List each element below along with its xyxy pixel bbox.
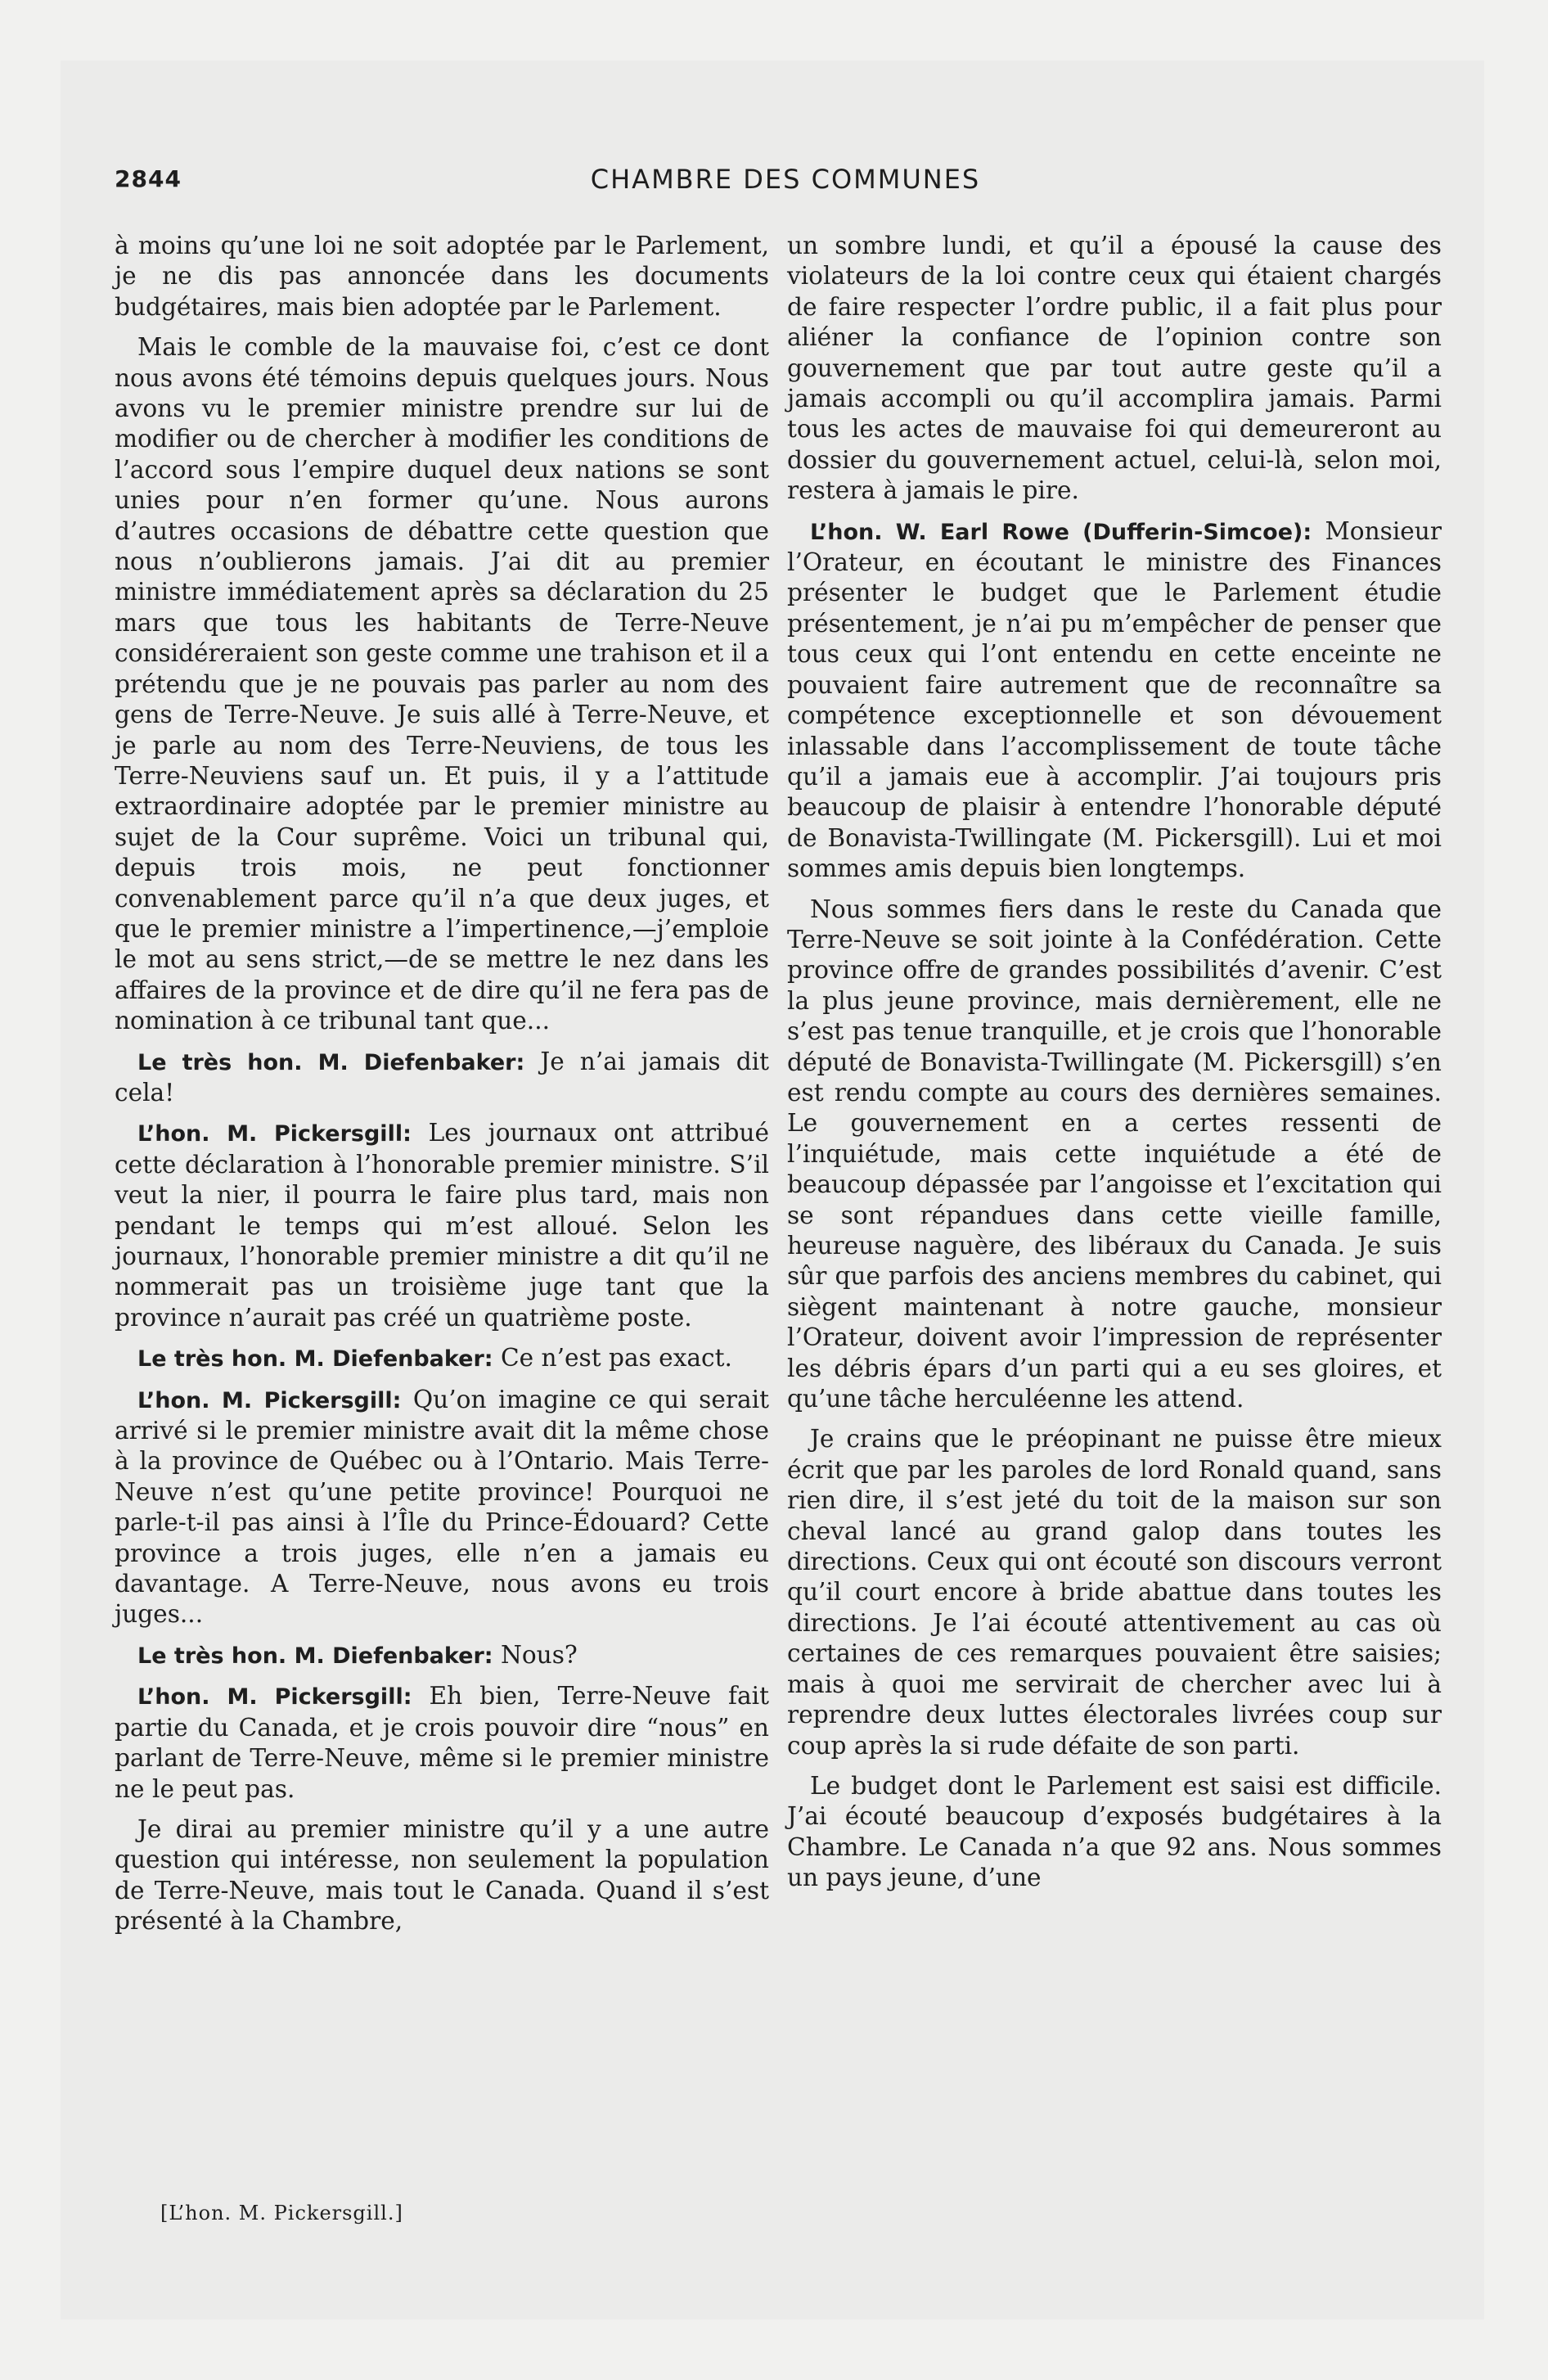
paragraph: Mais le comble de la mauvaise foi, c’est ce dont nous avons été témoins depuis quelques jours. Nous avons vu le premier ministre prendre sur lui de modifier ou de chercher à modifier les conditions de l’accord sous l’empire duquel deux nations se sont unies pour n’en former qu’une. Nous aurons d’autres occasions de débattre cette question que nous n’oublierons jamais. J’ai dit au premier ministre immédiatement après sa déclaration du 25 mars que tous les habitants de Terre-Neuve considéreraient son geste comme une trahison et il a prétendu que je ne pouvais pas parler au nom des gens de Terre-Neuve. Je suis allé à Terre-Neuve, et je parle au nom des Terre-Neuviens, de tous les Terre-Neuviens sauf un. Et puis, il y a l’attitude extraordinaire adoptée par le premier ministre au sujet de la Cour suprême. Voici un tribunal qui, depuis trois mois, ne peut fonctionner convenablement parce qu’il n’a que deux juges, et que le premier ministre a l’impertinence,—j’emploie le mot au sens strict,—de se mettre le nez dans les affaires de la province et de dire qu’il ne fera pas de nomination à ce tribunal tant que... xyxy=(115,333,769,1035)
running-title: CHAMBRE DES COMMUNES xyxy=(590,164,981,195)
speech-text: Ce n’est pas exact. xyxy=(493,1344,732,1373)
speech xyxy=(115,1118,769,1333)
speaker-name: L’hon. M. Pickersgill: xyxy=(137,1387,402,1413)
speaker-name: Le très hon. M. Diefenbaker: xyxy=(137,1346,493,1373)
speech-text: Qu’on imagine ce qui serait arrivé si le premier ministre avait dit la même chose à la province de Québec ou à l’Ontario. Mais Terre-Neuve n’est qu’une petite province! Pourquoi ne parle-t-il pas ainsi à l’Île du Prince-Édouard? Cette province a trois juges, elle n’en a jamais eu davantage. A Terre-Neuve, nous avons eu trois juges... xyxy=(115,1385,769,1629)
paragraph: Le budget dont le Parlement est saisi est difficile. J’ai écouté beaucoup d’exposés budgétaires à la Chambre. Le Canada n’a que 92 ans. Nous sommes un pays jeune, d’une xyxy=(787,1771,1442,1892)
paragraph: un sombre lundi, et qu’il a épousé la cause des violateurs de la loi contre ceux qui étaient chargés de faire respecter l’ordre public, il a fait plus pour aliéner la confiance de l’opinion contre son gouvernement que par tout autre geste qu’il a jamais accompli ou qu’il accomplira jamais. Parmi tous les actes de mauvaise foi qui demeureront au dossier du gouvernement actuel, celui-là, selon moi, restera à jamais le pire. xyxy=(787,232,1442,505)
speech xyxy=(115,1047,769,1109)
paragraph: Nous sommes fiers dans le reste du Canada que Terre-Neuve se soit jointe à la Confédération. Cette province offre de grandes possibilités d’avenir. C’est la plus jeune province, mais dernièrement, elle ne s’est pas tenue tranquille, et je crois que l’honorable député de Bonavista-Twillingate (M. Pickersgill) s’en est rendu compte au cours des dernières semaines. Le gouvernement en a certes ressenti de l’inquiétude, mais cette inquiétude a été de beaucoup dépassée par l’angoisse et l’excitation qui se sont répandues dans cette vieille famille, heureuse naguère, des libéraux du Canada. Je suis sûr que parfois des anciens membres du cabinet, qui siègent maintenant à notre gauche, monsieur l’Orateur, doivent avoir l’impression de représenter les débris épars d’un parti qui a eu ses gloires, et qu’une tâche herculéenne les attend. xyxy=(787,895,1442,1413)
paragraph: Je dirai au premier ministre qu’il y a une autre question qui intéresse, non seulement la population de Terre-Neuve, mais tout le Canada. Quand il s’est présenté à la Chambre, xyxy=(115,1814,769,1936)
speech xyxy=(115,1681,769,1805)
speaker-name: Le très hon. M. Diefenbaker: xyxy=(137,1049,525,1075)
speech xyxy=(115,1343,769,1374)
speech-text: Eh bien, Terre-Neuve fait partie du Canada, et je crois pouvoir dire “nous” en parlant de Terre-Neuve, même si le premier ministre ne le peut pas. xyxy=(115,1682,769,1803)
speaker-name: L’hon. M. Pickersgill: xyxy=(137,1121,412,1147)
speech-text: Nous? xyxy=(493,1640,578,1669)
paragraph: Je crains que le préopinant ne puisse être mieux écrit que par les paroles de lord Ronald quand, sans rien dire, il s’est jeté du toit de la maison sur son cheval lancé au grand galop dans toutes les directions. Ceux qui ont écouté son discours verront qu’il court encore à bride abattue dans toutes les directions. Je l’ai écouté attentivement au cas où certaines de ces remarques pouvaient être saisies; mais à quoi me servirait de chercher avec lui à reprendre deux luttes électorales livrées coup sur coup après la si rude défaite de son parti. xyxy=(787,1425,1442,1760)
page-header xyxy=(115,164,1456,205)
right-column xyxy=(787,231,1442,1904)
speech-text: Monsieur l’Orateur, en écoutant le ministre des Finances présenter le budget que le Parlement étudie présentement, je n’ai pu m’empêcher de penser que tous ceux qui l’ont entendu en cette enceinte ne pouvaient faire autrement que de reconnaître sa compétence exceptionnelle et son dévouement inlassable dans l’accomplissement de toute tâche qu’il a jamais eue à accomplir. J’ai toujours pris beaucoup de plaisir à entendre l’honorable député de Bonavista-Twillingate (M. Pickersgill). Lui et moi sommes amis depuis bien longtemps. xyxy=(787,516,1442,883)
speaker-name: L’hon. M. Pickersgill: xyxy=(137,1684,412,1711)
speech-text: Les journaux ont attribué cette déclaration à l’honorable premier ministre. S’il veut la nier, il pourra le faire plus tard, mais non pendant le temps qui m’est alloué. Selon les journaux, l’honorable premier ministre a dit qu’il ne nommerait pas un troisième juge tant que la province n’aurait pas créé un quatrième poste. xyxy=(115,1119,769,1332)
paragraph: à moins qu’une loi ne soit adoptée par le Parlement, je ne dis pas annoncée dans les documents budgétaires, mais bien adoptée par le Parlement. xyxy=(115,232,769,321)
speaker-name: Le très hon. M. Diefenbaker: xyxy=(137,1643,493,1669)
page-number: 2844 xyxy=(115,165,182,192)
left-column xyxy=(115,231,769,1947)
footer-speaker-note: [L’hon. M. Pickersgill.] xyxy=(160,2202,403,2224)
speech xyxy=(115,1385,769,1630)
speech xyxy=(787,516,1442,885)
speech xyxy=(115,1640,769,1671)
speaker-name: L’hon. W. Earl Rowe (Dufferin-Simcoe): xyxy=(810,519,1312,545)
speech-text: Je n’ai jamais dit cela! xyxy=(115,1047,769,1107)
